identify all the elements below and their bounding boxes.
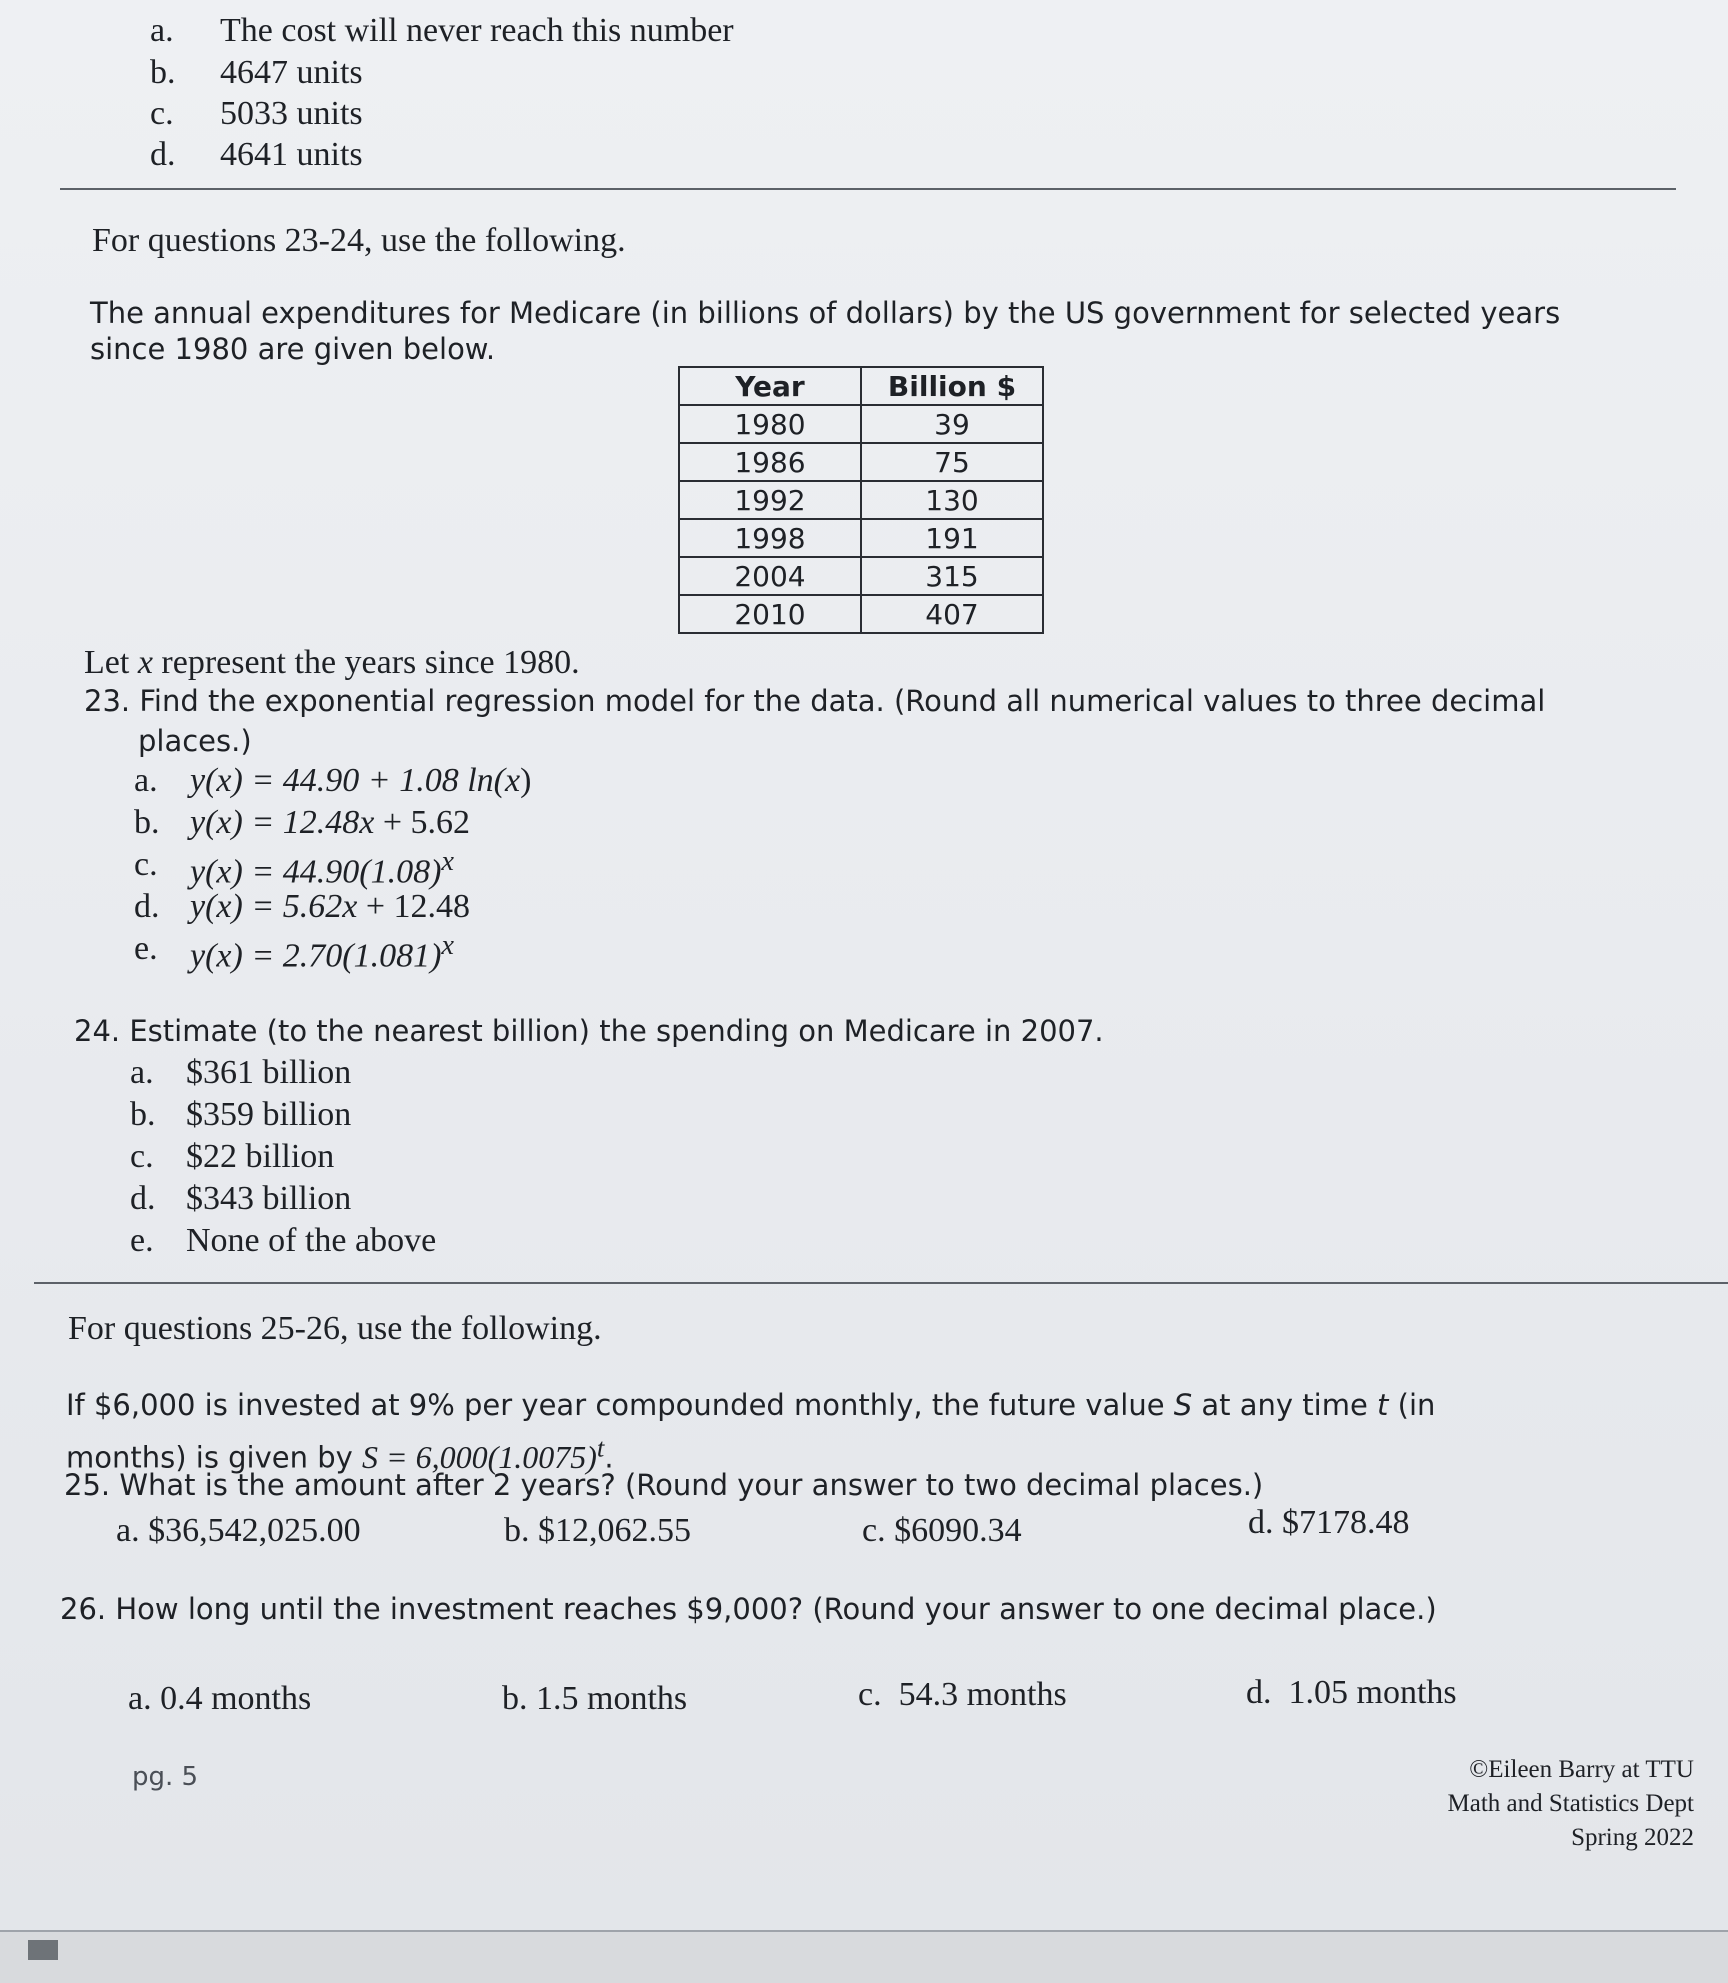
x-definition: Let x represent the years since 1980.: [84, 644, 580, 681]
q24-option-c: c. $22 billion: [130, 1138, 335, 1175]
q23-question-line2: places.): [138, 724, 252, 758]
q23-question-line1: 23. Find the exponential regression model for the data. (Round all numerical values to three decimal: [84, 684, 1546, 718]
table-cell-billion: 130: [861, 481, 1043, 519]
q22-option-d: d. 4641 units: [150, 136, 363, 173]
table-row: [679, 519, 1043, 557]
q23-option-d: d. y(x) = 5.62x + 12.48: [134, 888, 471, 925]
section-23-24-intro: For questions 23-24, use the following.: [92, 222, 626, 259]
q24-option-a: a. $361 billion: [130, 1054, 352, 1091]
investment-description-line1: If $6,000 is invested at 9% per year compounded monthly, the future value S at any time t (in: [66, 1388, 1436, 1422]
q25-option-d: d. $7178.48: [1248, 1504, 1410, 1541]
copyright-footer: ©Eileen Barry at TTU Math and Statistics Dept Spring 2022: [1447, 1756, 1694, 1851]
table-cell-billion: 75: [861, 443, 1043, 481]
table-cell-year: 1986: [679, 443, 861, 481]
table-cell-billion: 191: [861, 519, 1043, 557]
table-row: [679, 405, 1043, 443]
table-cell-year: 1998: [679, 519, 861, 557]
q23-option-a: a. y(x) = 44.90 + 1.08 ln(x): [134, 762, 532, 799]
table-cell-billion: 39: [861, 405, 1043, 443]
q24-option-e: e. None of the above: [130, 1222, 437, 1259]
q23-option-c: c. $y(x) = 44.90(1.08)^x$: [134, 846, 454, 891]
medicare-data-table: [678, 366, 1044, 634]
section-divider: [60, 188, 1676, 190]
q26-option-d: d. 1.05 months: [1246, 1674, 1457, 1711]
table-header-row: [679, 367, 1043, 405]
medicare-description-line1: The annual expenditures for Medicare (in billions of dollars) by the US government for selected years: [90, 296, 1561, 330]
corner-mark: [28, 1940, 58, 1960]
table-cell-year: 1992: [679, 481, 861, 519]
table-row: [679, 595, 1043, 633]
q25-option-b: b. $12,062.55: [504, 1512, 691, 1549]
table-cell-year: 2010: [679, 595, 861, 633]
q24-option-b: b. $359 billion: [130, 1096, 352, 1133]
table-row: [679, 557, 1043, 595]
q23-option-e: e. $y(x) = 2.70(1.081)^x$: [134, 930, 454, 975]
q26-option-c: c. 54.3 months: [858, 1676, 1067, 1713]
q25-option-a: a. $36,542,025.00: [116, 1512, 361, 1549]
investment-description-line2: months) is given by $S = 6,000(1.0075)^t$.: [66, 1432, 614, 1475]
q25-question: 25. What is the amount after 2 years? (Round your answer to two decimal places.): [64, 1468, 1264, 1502]
table-cell-billion: 315: [861, 557, 1043, 595]
table-cell-year: 2004: [679, 557, 861, 595]
q25-option-c: c. $6090.34: [862, 1512, 1022, 1549]
table-cell-billion: 407: [861, 595, 1043, 633]
table-row: [679, 481, 1043, 519]
section-25-26-intro: For questions 25-26, use the following.: [68, 1310, 602, 1347]
table-cell-year: 1980: [679, 405, 861, 443]
section-divider: [34, 1282, 1728, 1284]
table-header-year: Year: [679, 367, 861, 405]
q22-option-c: c. 5033 units: [150, 95, 363, 132]
q24-option-d: d. $343 billion: [130, 1180, 352, 1217]
table-header-billion: Billion $: [861, 367, 1043, 405]
q26-option-b: b. 1.5 months: [502, 1680, 688, 1717]
medicare-description-line2: since 1980 are given below.: [90, 332, 496, 366]
q23-option-b: b. y(x) = 12.48x + 5.62: [134, 804, 471, 841]
page-edge-strip: [0, 1930, 1728, 1983]
table-row: [679, 443, 1043, 481]
q22-option-b: b. 4647 units: [150, 54, 363, 91]
q22-option-a: a. The cost will never reach this number: [150, 12, 734, 49]
page-number: pg. 5: [132, 1762, 199, 1792]
q26-option-a: a. 0.4 months: [128, 1680, 312, 1717]
q24-question: 24. Estimate (to the nearest billion) the spending on Medicare in 2007.: [74, 1014, 1104, 1048]
q26-question: 26. How long until the investment reaches $9,000? (Round your answer to one decimal place.): [60, 1592, 1437, 1626]
